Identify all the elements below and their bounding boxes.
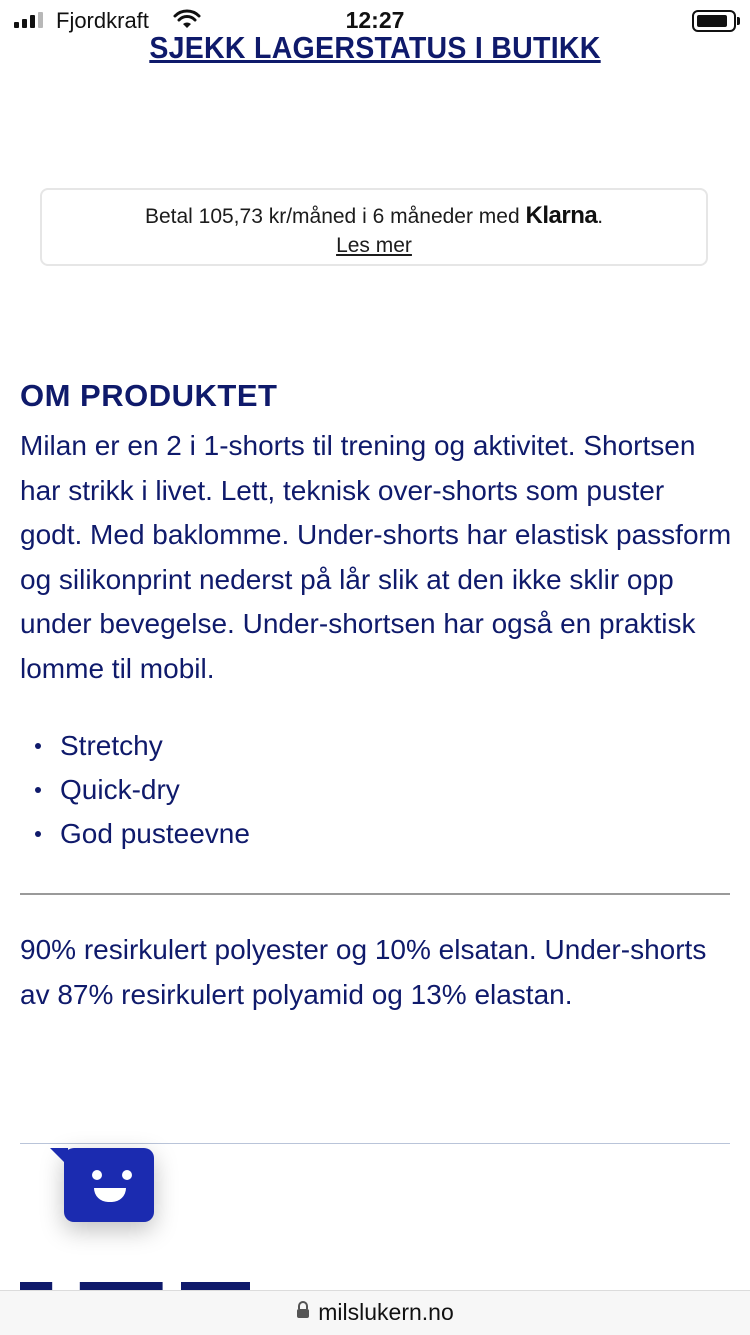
klarna-logo: Klarna — [525, 202, 598, 229]
feature-item: God pusteevne — [20, 812, 250, 856]
klarna-read-more-link[interactable]: Les mer — [336, 234, 412, 257]
material-info: 90% resirkulert polyester og 10% elsatan. Under-shorts av 87% resirkulert polyamid og 13% elastan. — [20, 934, 707, 1010]
chat-widget-button[interactable] — [64, 1148, 154, 1222]
divider — [20, 893, 730, 895]
klarna-banner — [40, 188, 708, 266]
battery-icon — [692, 10, 736, 32]
product-heading: OM PRODUKTET — [20, 378, 278, 413]
divider — [20, 1143, 730, 1144]
feature-list — [20, 724, 250, 856]
feature-item: Quick-dry — [20, 768, 250, 812]
url-text: milslukern.no — [318, 1299, 454, 1325]
feature-item: Stretchy — [20, 724, 250, 768]
product-description: Milan er en 2 i 1-shorts til trening og aktivitet. Shortsen har strikk i livet. Lett, teknisk over-shorts som puster godt. Med baklomme. Under-shorts har elastisk passform og silikonprint nederst på lår slik at den ikke sklir opp under bevegelse. Under-shortsen har også en praktisk lomme til mobil. — [20, 430, 732, 684]
next-section-heading-cropped — [20, 1276, 250, 1290]
check-stock-link[interactable]: SJEKK LAGERSTATUS I BUTIKK — [149, 30, 601, 65]
lock-icon — [296, 1301, 310, 1324]
clock: 12:27 — [345, 7, 405, 33]
carrier-name: Fjordkraft — [56, 8, 149, 33]
klarna-text: Betal 105,73 kr/måned i 6 måneder med — [144, 205, 520, 228]
browser-url-bar[interactable] — [0, 1290, 750, 1335]
klarna-suffix: . — [597, 205, 604, 228]
